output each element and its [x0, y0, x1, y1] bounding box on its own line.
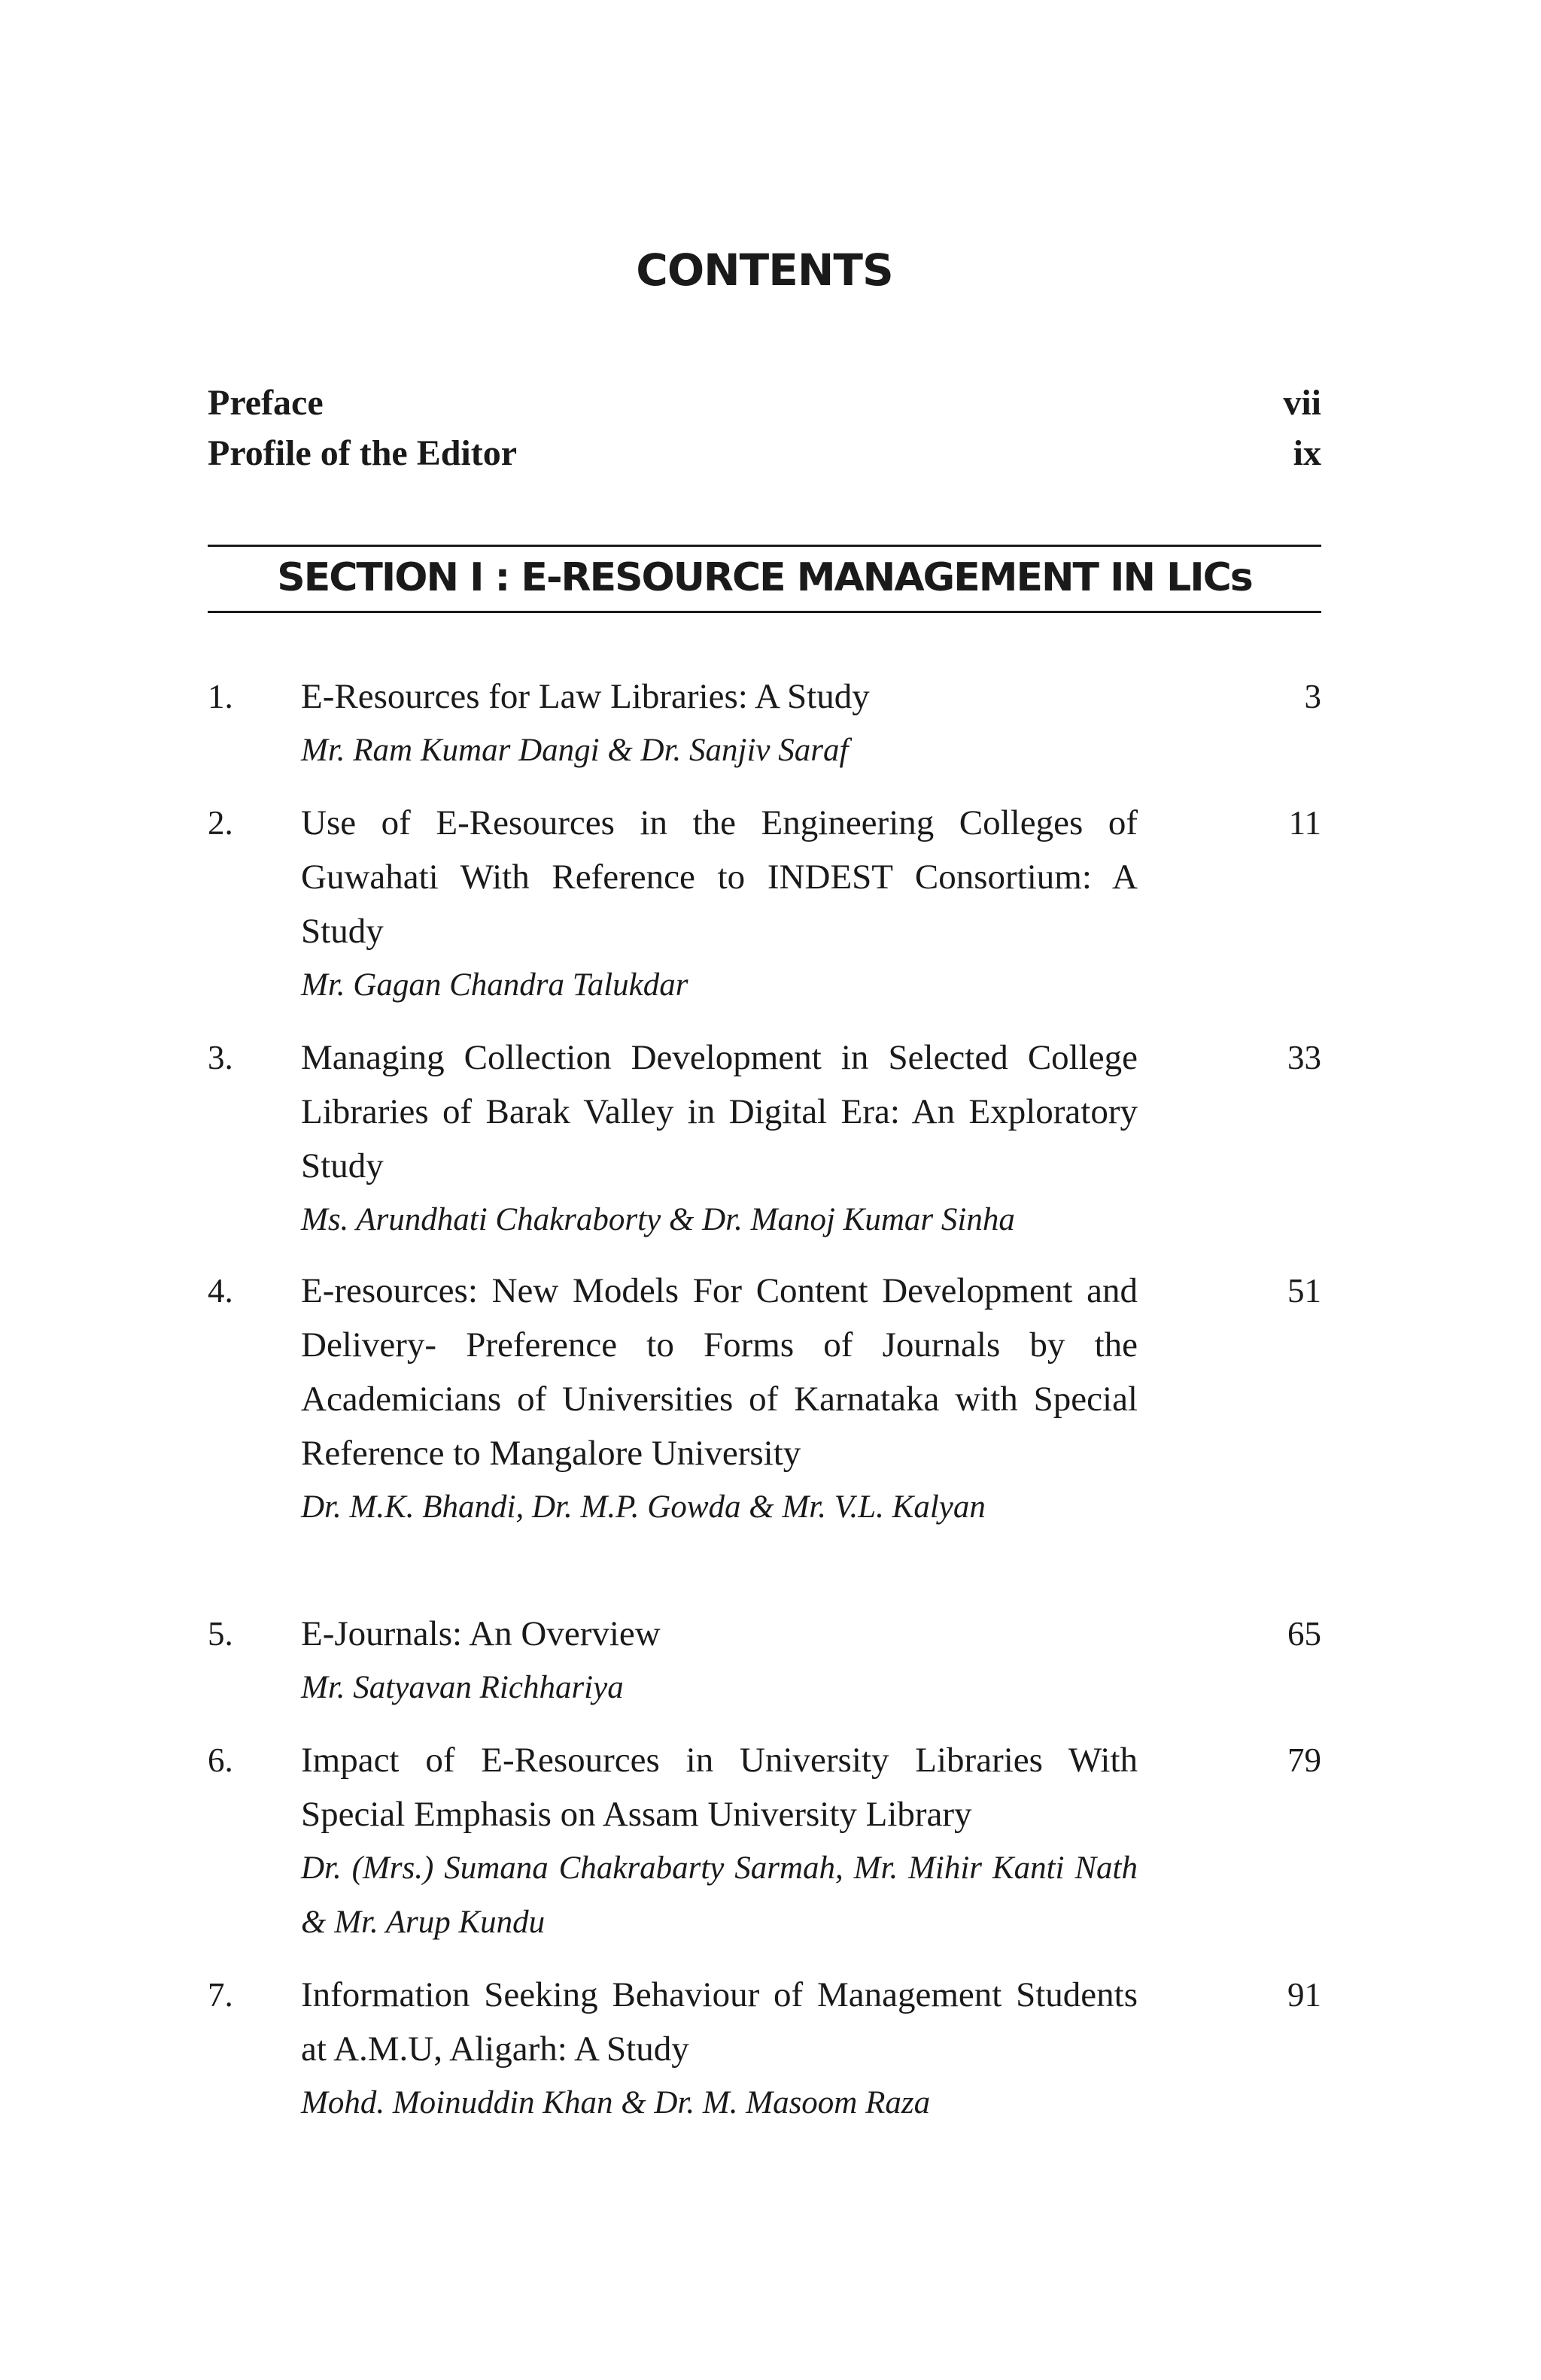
entry-authors: Dr. M.K. Bhandi, Dr. M.P. Gowda & Mr. V.L. Kalyan — [301, 1489, 986, 1525]
front-matter-page: vii — [1283, 383, 1321, 423]
entry-page-number: 91 — [1287, 1976, 1321, 2014]
front-matter-page: ix — [1293, 433, 1321, 473]
entry-number: 7. — [208, 1976, 233, 2014]
entry-title: Managing Collection Development in Selected College Libraries of Barak Valley in Digital Era: An Exploratory Study — [301, 1038, 1138, 1185]
entry-body — [301, 796, 1138, 1012]
entry-page-number: 11 — [1288, 804, 1321, 842]
entry-body — [301, 1733, 1138, 1950]
section-rule-bottom — [208, 611, 1321, 613]
front-matter-preface — [208, 382, 1321, 427]
entry-number: 1. — [208, 678, 233, 715]
entry-authors: Mr. Satyavan Richhariya — [301, 1670, 624, 1705]
entry-body — [301, 1031, 1138, 1247]
entry-body — [301, 1968, 1138, 2130]
entry-page-number: 65 — [1287, 1615, 1321, 1653]
entry-page-number: 79 — [1287, 1741, 1321, 1779]
entry-title: E-Journals: An Overview — [301, 1614, 661, 1653]
entry-title: Impact of E-Resources in University Libraries With Special Emphasis on Assam University Library — [301, 1741, 1138, 1834]
entry-number: 3. — [208, 1039, 233, 1076]
entry-number: 2. — [208, 804, 233, 842]
entry-body — [301, 669, 1138, 778]
front-matter-editor-profile — [208, 433, 1321, 478]
entry-authors: Mohd. Moinuddin Khan & Dr. M. Masoom Raza — [301, 2085, 931, 2120]
entry-authors: Mr. Gagan Chandra Talukdar — [301, 967, 688, 1003]
entry-page-number: 33 — [1287, 1039, 1321, 1076]
entry-number: 5. — [208, 1615, 233, 1653]
front-matter-label: Preface — [208, 383, 324, 423]
section-title: SECTION I : E-RESOURCE MANAGEMENT IN LICs — [277, 555, 1252, 600]
entry-page-number: 3 — [1304, 678, 1321, 715]
entry-authors: Dr. (Mrs.) Sumana Chakrabarty Sarmah, Mr. Mihir Kanti Nath & Mr. Arup Kundu — [301, 1850, 1138, 1940]
entry-body — [301, 1607, 1138, 1715]
entry-title: Information Seeking Behaviour of Management Students at A.M.U, Aligarh: A Study — [301, 1975, 1138, 2069]
entry-authors: Mr. Ram Kumar Dangi & Dr. Sanjiv Saraf — [301, 733, 849, 768]
entry-title: E-resources: New Models For Content Development and Delivery- Preference to Forms of Journals by the Academicians of Universities of Karnataka with Special Reference to Mangalore University — [301, 1271, 1138, 1473]
entry-title: E-Resources for Law Libraries: A Study — [301, 677, 870, 716]
entry-body — [301, 1264, 1138, 1535]
entry-page-number: 51 — [1287, 1272, 1321, 1310]
section-rule-top — [208, 545, 1321, 547]
entry-number: 6. — [208, 1741, 233, 1779]
entry-authors: Ms. Arundhati Chakraborty & Dr. Manoj Kumar Sinha — [301, 1202, 1015, 1237]
entry-title: Use of E-Resources in the Engineering Colleges of Guwahati With Reference to INDEST Consortium: A Study — [301, 803, 1138, 951]
entry-number: 4. — [208, 1272, 233, 1310]
page-title: CONTENTS — [636, 244, 893, 296]
front-matter-label: Profile of the Editor — [208, 433, 518, 473]
